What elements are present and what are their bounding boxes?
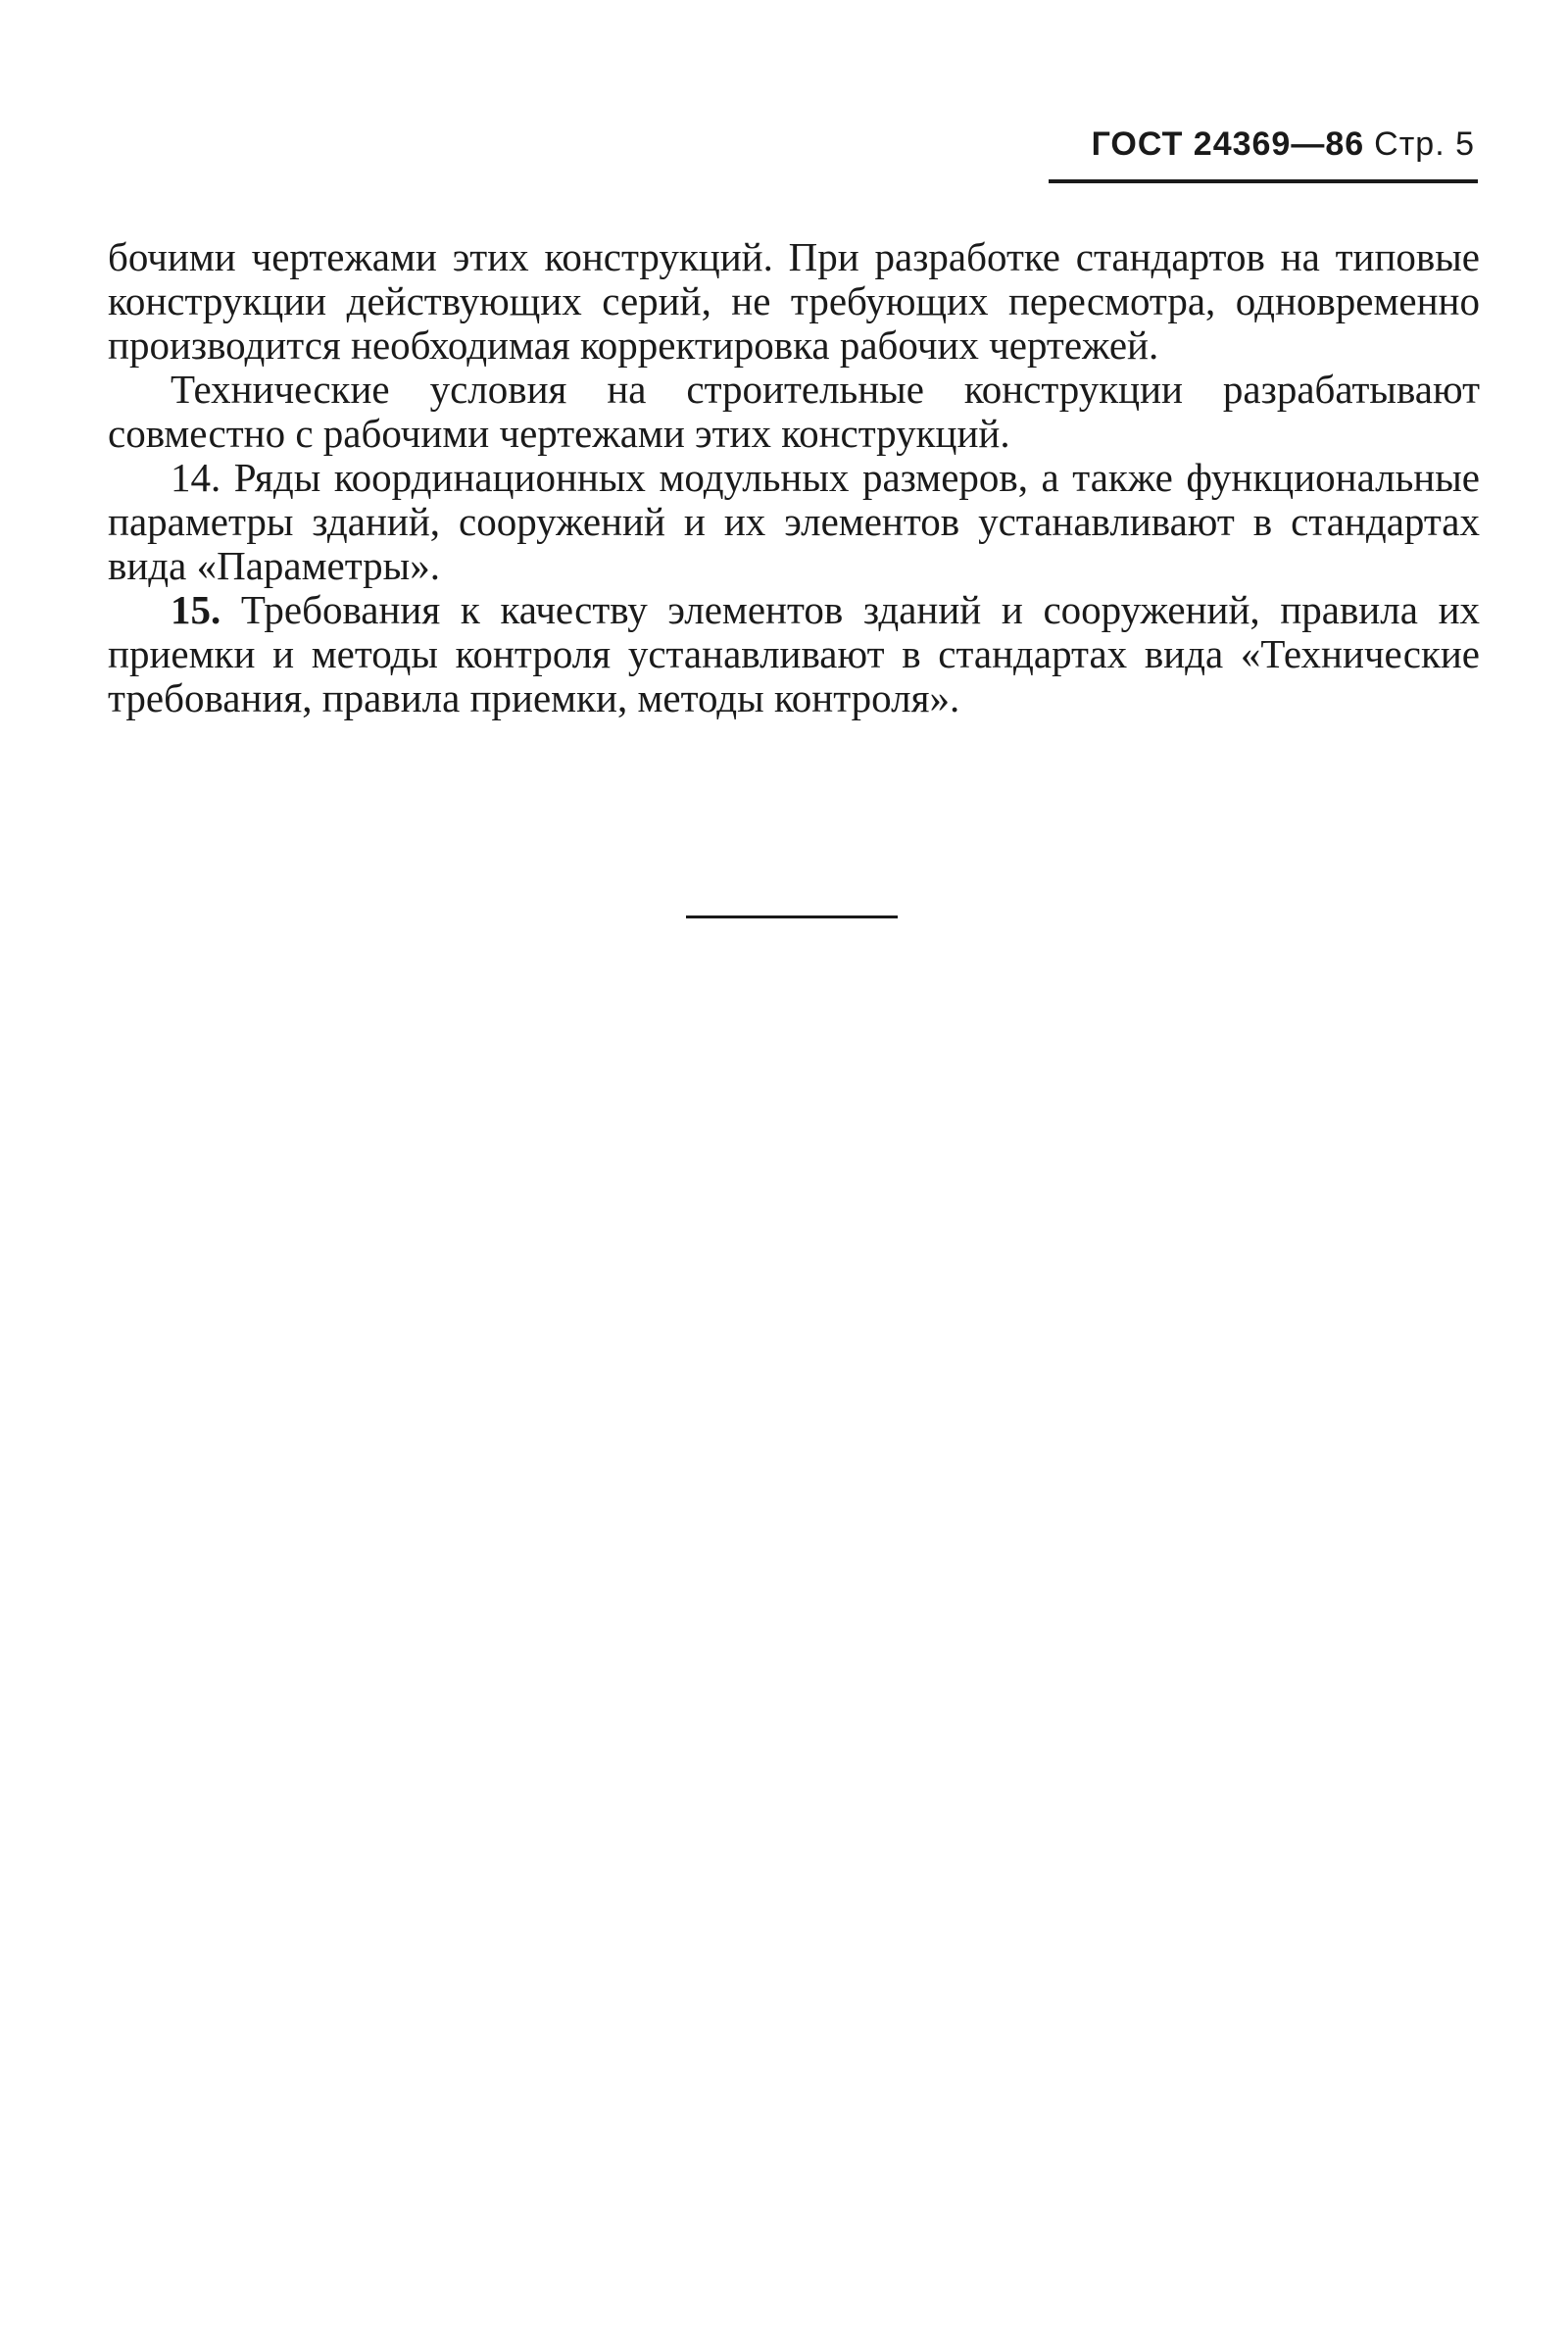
paragraph-15 — [108, 588, 1480, 720]
paragraph-continuation — [108, 235, 1480, 368]
header-rule — [1049, 179, 1478, 183]
page-header — [1092, 125, 1475, 164]
paragraph-text: бочими чертежами этих конструкций. При разработке стандартов на типовые конструкции действующих серий, не требующих пересмотра, одновременно производится необходимая корректировка рабочих чертежей. — [108, 234, 1480, 368]
end-rule — [686, 915, 898, 918]
paragraph-number: 15. — [171, 587, 221, 632]
paragraph-number: 14. — [171, 455, 221, 500]
paragraph-text: Технические условия на строительные конструкции разрабатывают совместно с рабочими чертежами этих конструкций. — [108, 367, 1480, 456]
paragraph-text: Требования к качеству элементов зданий и сооружений, правила их приемки и методы контроля устанавливают в стандартах вида «Технические требования, правила приемки, методы контроля». — [108, 587, 1481, 720]
standard-number: ГОСТ 24369—86 — [1091, 125, 1365, 163]
paragraph-text: Ряды координационных модульных размеров, а также функциональные параметры зданий, сооружений и их элементов устанавливают в стандартах вида «Параметры». — [108, 455, 1480, 588]
paragraph-technical-conditions — [108, 368, 1480, 456]
page-number: Стр. 5 — [1374, 125, 1475, 163]
body-text — [108, 235, 1480, 720]
paragraph-14 — [108, 456, 1480, 588]
